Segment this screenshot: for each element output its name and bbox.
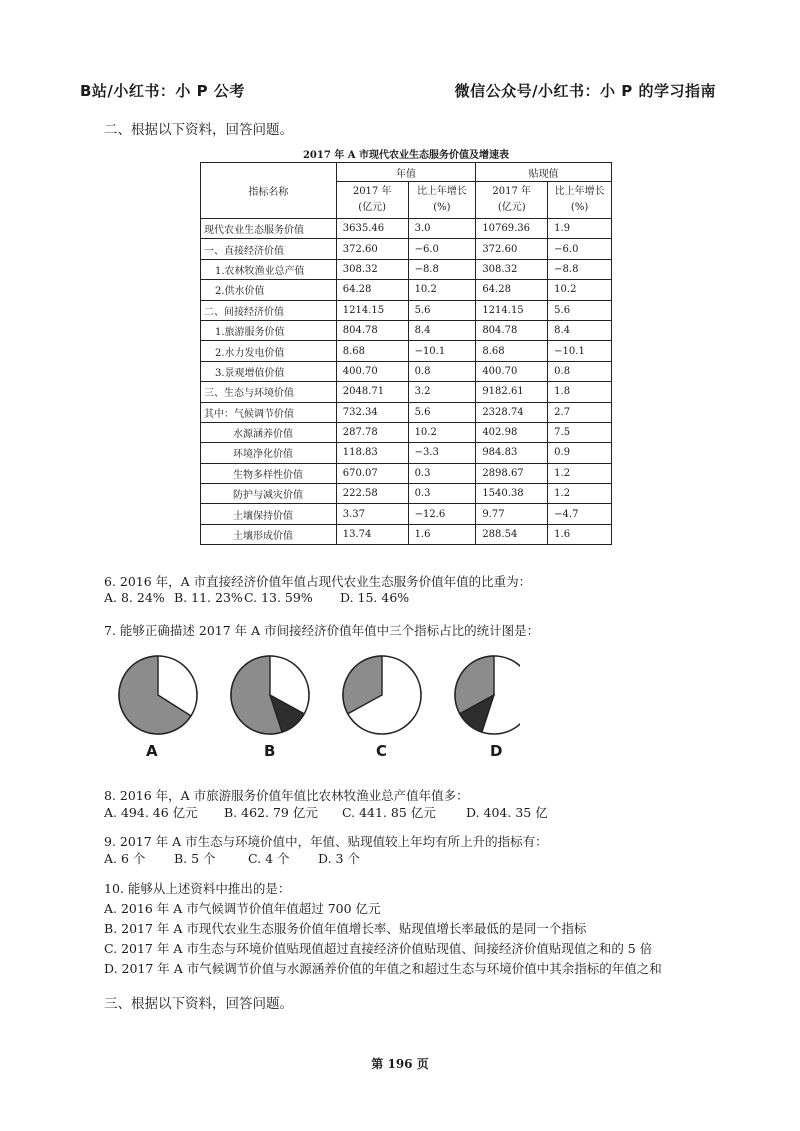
annual-value: 222.58 <box>336 484 408 504</box>
annual-value: 287.78 <box>336 422 408 442</box>
annual-value: 2048.71 <box>336 382 408 402</box>
discounted-growth: 7.5 <box>548 422 612 442</box>
annual-growth: 8.4 <box>408 320 476 340</box>
col-header-growth-1: 比上年增长 (%) <box>408 182 476 219</box>
discounted-growth: 1.6 <box>548 524 612 544</box>
q6-text: 6. 2016 年，A 市直接经济价值年值占现代农业生态服务价值年值的比重为： <box>104 574 532 589</box>
data-table <box>200 162 612 545</box>
discounted-value: 1214.15 <box>476 300 548 320</box>
annual-value: 13.74 <box>336 524 408 544</box>
q9-options <box>104 849 360 867</box>
row-name: 2.水力发电价值 <box>201 341 337 361</box>
discounted-value: 1540.38 <box>476 484 548 504</box>
table-row <box>201 463 612 483</box>
row-name: 其中：气候调节价值 <box>201 402 337 422</box>
row-name: 3.景观增值价值 <box>201 361 337 381</box>
table-row <box>201 259 612 279</box>
annual-growth: −10.1 <box>408 341 476 361</box>
row-name: 现代农业生态服务价值 <box>201 219 337 239</box>
table-row <box>201 341 612 361</box>
col-header-name: 指标名称 <box>201 163 337 219</box>
q10-option-a: A. 2016 年 A 市气候调节价值年值超过 700 亿元 <box>104 901 381 916</box>
annual-growth: 0.3 <box>408 463 476 483</box>
annual-value: 804.78 <box>336 320 408 340</box>
q10-option-d: D. 2017 年 A 市气候调节价值与水源涵养价值的年值之和超过生态与环境价值中其余指标的年值之和 <box>104 961 662 976</box>
discounted-growth: 8.4 <box>548 320 612 340</box>
q8-text: 8. 2016 年，A 市旅游服务价值年值比农林牧渔业总产值年值多： <box>104 788 469 803</box>
annual-value: 1214.15 <box>336 300 408 320</box>
discounted-value: 2328.74 <box>476 402 548 422</box>
row-name: 一、直接经济价值 <box>201 239 337 259</box>
q6-option-c: C. 13. 59% <box>244 590 313 605</box>
q10-option-c: C. 2017 年 A 市生态与环境价值贴现值超过直接经济价值贴现值、间接经济价值贴现值之和的 5 倍 <box>104 941 653 956</box>
table-row <box>201 239 612 259</box>
q7-pie-charts <box>100 650 520 740</box>
annual-value: 670.07 <box>336 463 408 483</box>
annual-value: 308.32 <box>336 259 408 279</box>
discounted-growth: 0.8 <box>548 361 612 381</box>
annual-growth: −3.3 <box>408 443 476 463</box>
discounted-value: 9182.61 <box>476 382 548 402</box>
table-row <box>201 504 612 524</box>
q8-options <box>104 803 548 821</box>
annual-growth: 10.2 <box>408 280 476 300</box>
discounted-growth: 1.8 <box>548 382 612 402</box>
discounted-growth: −4.7 <box>548 504 612 524</box>
q8-option-b: B. 462. 79 亿元 <box>224 805 318 820</box>
annual-growth: 0.3 <box>408 484 476 504</box>
table-row <box>201 443 612 463</box>
pie-label-c: C <box>376 742 388 760</box>
q6-options <box>104 590 409 605</box>
discounted-value: 984.83 <box>476 443 548 463</box>
discounted-value: 288.54 <box>476 524 548 544</box>
annual-value: 3.37 <box>336 504 408 524</box>
annual-value: 8.68 <box>336 341 408 361</box>
section-2-title: 二、根据以下资料，回答问题。 <box>104 122 293 138</box>
q9-option-b: B. 5 个 <box>174 851 216 866</box>
annual-growth: 5.6 <box>408 300 476 320</box>
table-row <box>201 320 612 340</box>
discounted-growth: 10.2 <box>548 280 612 300</box>
discounted-value: 2898.67 <box>476 463 548 483</box>
table-row <box>201 484 612 504</box>
discounted-growth: 1.2 <box>548 463 612 483</box>
q9-option-c: C. 4 个 <box>248 851 290 866</box>
discounted-value: 402.98 <box>476 422 548 442</box>
table-row <box>201 422 612 442</box>
discounted-growth: −6.0 <box>548 239 612 259</box>
discounted-growth: 2.7 <box>548 402 612 422</box>
discounted-value: 9.77 <box>476 504 548 524</box>
row-name: 防护与减灾价值 <box>201 484 337 504</box>
q8-option-d: D. 404. 35 亿 <box>466 805 548 820</box>
col-header-value-2: 2017 年 (亿元) <box>476 182 548 219</box>
discounted-value: 308.32 <box>476 259 548 279</box>
discounted-value: 804.78 <box>476 320 548 340</box>
table-row <box>201 361 612 381</box>
annual-growth: 10.2 <box>408 422 476 442</box>
q8-option-a: A. 494. 46 亿元 <box>104 805 198 820</box>
row-name: 2.供水价值 <box>201 280 337 300</box>
pie-label-b: B <box>264 742 276 760</box>
annual-value: 372.60 <box>336 239 408 259</box>
discounted-growth: −8.8 <box>548 259 612 279</box>
discounted-value: 400.70 <box>476 361 548 381</box>
annual-value: 732.34 <box>336 402 408 422</box>
pie-label-a: A <box>146 742 158 760</box>
row-name: 二、间接经济价值 <box>201 300 337 320</box>
row-name: 1.旅游服务价值 <box>201 320 337 340</box>
table-row <box>201 382 612 402</box>
annual-value: 64.28 <box>336 280 408 300</box>
q9-text: 9. 2017 年 A 市生态与环境价值中，年值、贴现值较上年均有所上升的指标有： <box>104 834 548 849</box>
q6-option-a: A. 8. 24% <box>104 590 165 605</box>
table-row <box>201 300 612 320</box>
discounted-growth: 1.2 <box>548 484 612 504</box>
q8-option-c: C. 441. 85 亿元 <box>342 805 436 820</box>
table-row <box>201 280 612 300</box>
pie-label-d: D <box>490 742 503 760</box>
table-body <box>201 219 612 545</box>
q7-text: 7. 能够正确描述 2017 年 A 市间接经济价值年值中三个指标占比的统计图是： <box>104 623 540 638</box>
discounted-value: 372.60 <box>476 239 548 259</box>
col-header-annual: 年值 <box>336 163 476 182</box>
section-3-title: 三、根据以下资料，回答问题。 <box>104 996 293 1012</box>
annual-value: 400.70 <box>336 361 408 381</box>
annual-growth: 3.0 <box>408 219 476 239</box>
discounted-value: 8.68 <box>476 341 548 361</box>
annual-growth: −12.6 <box>408 504 476 524</box>
q9-option-a: A. 6 个 <box>104 851 146 866</box>
table-row <box>201 219 612 239</box>
discounted-growth: −10.1 <box>548 341 612 361</box>
discounted-growth: 5.6 <box>548 300 612 320</box>
annual-growth: 0.8 <box>408 361 476 381</box>
row-name: 土壤形成价值 <box>201 524 337 544</box>
col-header-discounted: 贴现值 <box>476 163 612 182</box>
row-name: 土壤保持价值 <box>201 504 337 524</box>
discounted-growth: 0.9 <box>548 443 612 463</box>
header-left: B站/小红书：小 P 公考 <box>80 82 245 100</box>
annual-value: 3635.46 <box>336 219 408 239</box>
q6-option-b: B. 11. 23% <box>174 590 243 605</box>
annual-growth: 1.6 <box>408 524 476 544</box>
q10-text: 10. 能够从上述资料中推出的是： <box>104 881 291 896</box>
annual-growth: −8.8 <box>408 259 476 279</box>
discounted-value: 10769.36 <box>476 219 548 239</box>
q10-option-b: B. 2017 年 A 市现代农业生态服务价值年值增长率、贴现值增长率最低的是同一个指标 <box>104 921 587 936</box>
row-name: 1.农林牧渔业总产值 <box>201 259 337 279</box>
row-name: 生物多样性价值 <box>201 463 337 483</box>
row-name: 水源涵养价值 <box>201 422 337 442</box>
col-header-growth-2: 比上年增长 (%) <box>548 182 612 219</box>
page-number: 第 196 页 <box>371 1057 429 1071</box>
q6-option-d: D. 15. 46% <box>340 590 410 605</box>
q9-option-d: D. 3 个 <box>318 851 360 866</box>
table-row <box>201 524 612 544</box>
annual-growth: 5.6 <box>408 402 476 422</box>
annual-growth: 3.2 <box>408 382 476 402</box>
page-header <box>80 80 716 101</box>
annual-growth: −6.0 <box>408 239 476 259</box>
row-name: 三、生态与环境价值 <box>201 382 337 402</box>
discounted-value: 64.28 <box>476 280 548 300</box>
discounted-growth: 1.9 <box>548 219 612 239</box>
header-right: 微信公众号/小红书：小 P 的学习指南 <box>454 82 716 100</box>
row-name: 环境净化价值 <box>201 443 337 463</box>
table-row <box>201 402 612 422</box>
annual-value: 118.83 <box>336 443 408 463</box>
col-header-value-1: 2017 年 (亿元) <box>336 182 408 219</box>
table-title: 2017 年 A 市现代农业生态服务价值及增速表 <box>302 150 510 161</box>
